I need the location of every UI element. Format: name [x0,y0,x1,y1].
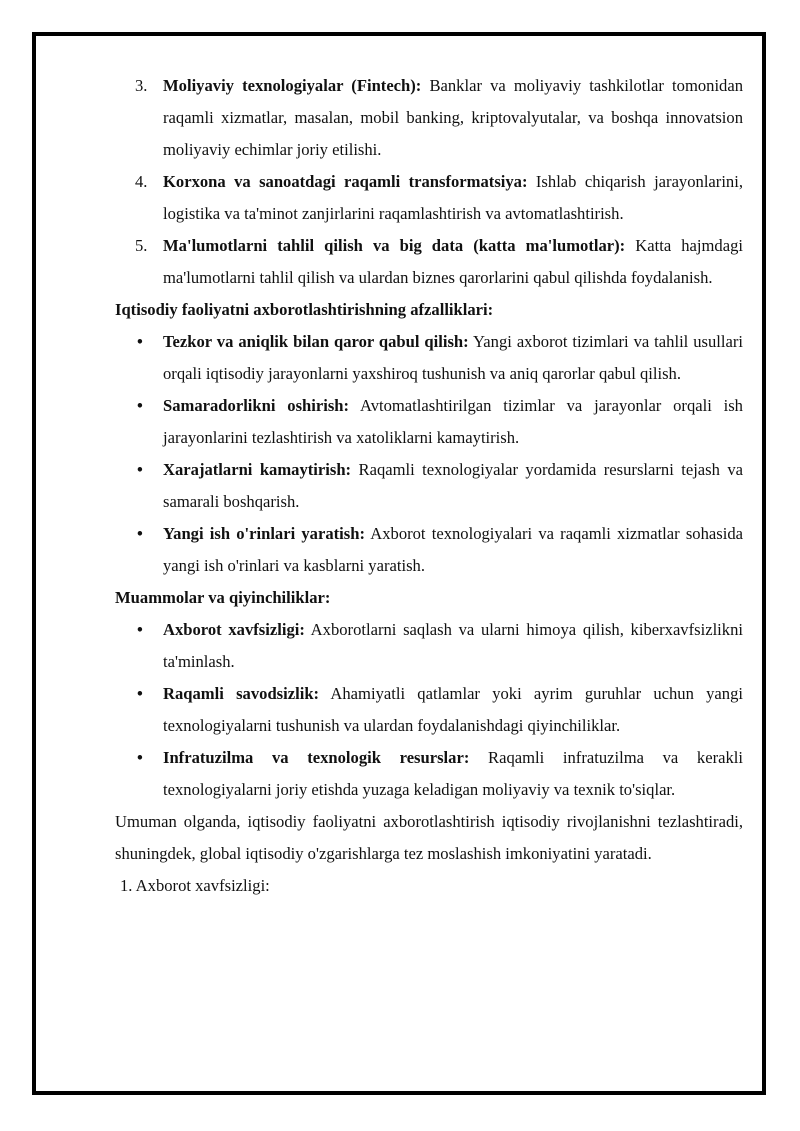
item-text: Raqamli infratuzilma va kerakli texnologiyalarni joriy etishda yuzaga keladigan moliyaviy va texnik to'siqlar. [163,748,744,799]
item-title: Infratuzilma va texnologik resurslar: [163,748,470,767]
numbered-item [115,166,743,230]
conclusion-paragraph: Umuman olganda, iqtisodiy faoliyatni axborotlashtirish iqtisodiy rivojlanishni tezlashtiradi, shuningdek, global iqtisodiy o'zgarishlarga tez moslashish imkoniyatini yaratadi. [115,812,743,863]
bullet-icon: • [137,332,143,351]
item-number: 3. [135,76,148,95]
numbered-item [115,230,743,294]
bullet-icon: • [137,524,143,543]
bullet-icon: • [137,748,143,767]
item-title: Moliyaviy texnologiyalar (Fintech): [163,76,422,95]
list-item [115,614,743,678]
section-heading-advantages: Iqtisodiy faoliyatni axborotlashtirishning afzalliklari: [115,300,494,319]
item-title: Raqamli savodsizlik: [163,684,320,703]
item-title: Korxona va sanoatdagi raqamli transformatsiya: [163,172,528,191]
item-title: Tezkor va aniqlik bilan qaror qabul qilish: [163,332,469,351]
item-text: Axborot texnologiyalari va raqamli xizmatlar sohasida yangi ish o'rinlari va kasblarni yaratish. [163,524,743,575]
item-text: Avtomatlashtirilgan tizimlar va jarayonlar orqali ish jarayonlarini tezlashtirish va xatoliklarni kamaytirish. [163,396,743,447]
item-text: Banklar va moliyaviy tashkilotlar tomonidan raqamli xizmatlar, masalan, mobil banking, kriptovalyutalar, va boshqa innovatsion moliyaviy echimlar joriy etilishi. [163,76,744,159]
bullet-icon: • [137,396,143,415]
next-item-heading: 1. Axborot xavfsizligi: [120,876,270,895]
list-item [115,454,743,518]
item-number: 4. [135,172,148,191]
list-item [115,678,743,742]
numbered-item [115,70,743,166]
bullet-icon: • [137,460,143,479]
item-title: Yangi ish o'rinlari yaratish: [163,524,365,543]
list-item [115,518,743,582]
bullet-icon: • [137,620,143,639]
list-item [115,390,743,454]
item-title: Samaradorlikni oshirish: [163,396,350,415]
list-item [115,742,743,806]
item-text: Ahamiyatli qatlamlar yoki ayrim guruhlar uchun yangi texnologiyalarni tushunish va ulardan foydalanishdagi qiyinchiliklar. [163,684,743,735]
item-number: 5. [135,236,148,255]
section-heading-problems: Muammolar va qiyinchiliklar: [115,588,331,607]
item-text: Yangi axborot tizimlari va tahlil usullari orqali iqtisodiy jarayonlarni yaxshiroq tushunish va aniq qarorlar qabul qilish. [163,332,743,383]
item-title: Ma'lumotlarni tahlil qilish va big data (katta ma'lumotlar): [163,236,626,255]
item-text: Axborotlarni saqlash va ularni himoya qilish, kiberxavfsizlikni ta'minlash. [163,620,743,671]
item-title: Xarajatlarni kamaytirish: [163,460,352,479]
item-text: Katta hajmdagi ma'lumotlarni tahlil qilish va ulardan biznes qarorlarini qabul qilishda foydalanish. [163,236,743,287]
item-title: Axborot xavfsizligi: [163,620,305,639]
list-item [115,326,743,390]
item-text: Ishlab chiqarish jarayonlarini, logistika va ta'minot zanjirlarini raqamlashtirish va avtomatlashtirish. [163,172,743,223]
item-text: Raqamli texnologiyalar yordamida resurslarni tejash va samarali boshqarish. [163,460,743,511]
bullet-icon: • [137,684,143,703]
document-body [115,70,743,902]
